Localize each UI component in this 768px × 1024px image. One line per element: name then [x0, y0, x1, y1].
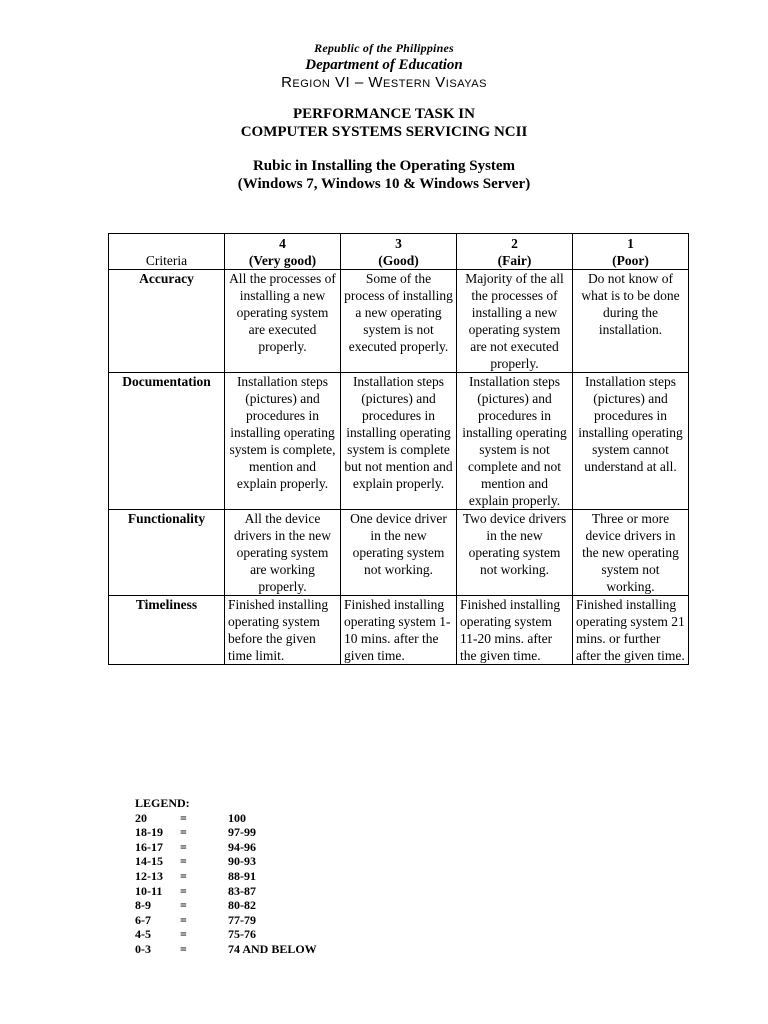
legend-row: [135, 825, 428, 840]
legend-row: [135, 854, 428, 869]
legend-range: 10-11: [135, 883, 163, 898]
document-titles: [0, 105, 768, 193]
rubric-cell: All the device drivers in the new operating system are working properly.: [225, 510, 341, 596]
republic-line: Republic of the Philippines: [314, 41, 454, 55]
legend-grade: 97-99: [228, 825, 256, 840]
legend-range: 6-7: [135, 912, 151, 927]
legend-row: [135, 898, 428, 913]
legend-grade: 90-93: [228, 854, 256, 869]
rubric-cell: All the processes of installing a new operating system are executed properly.: [225, 270, 341, 373]
level-label: (Fair): [497, 253, 532, 268]
legend-grade: 88-91: [228, 868, 256, 883]
rubric-cell: Do not know of what is to be done during the installation.: [573, 270, 689, 373]
level-header: [457, 234, 573, 270]
level-header: [573, 234, 689, 270]
rubric-cell: Finished installing operating system 11-20 mins. after the given time.: [457, 596, 573, 665]
rubric-cell: Installation steps (pictures) and procedures in installing operating system is complete but not mention and explain properly.: [341, 373, 457, 510]
rubric-row-functionality: [109, 510, 689, 596]
title-line-1: PERFORMANCE TASK IN: [293, 106, 475, 122]
level-label: (Very good): [248, 253, 317, 268]
legend-equals: =: [180, 912, 187, 927]
rubric-header-row: [109, 234, 689, 270]
rubric-cell: Installation steps (pictures) and procedures in installing operating system is complete, mention and explain properly.: [225, 373, 341, 510]
level-label: (Poor): [612, 253, 649, 268]
level-score: 4: [279, 236, 286, 251]
rubric-cell: Installation steps (pictures) and procedures in installing operating system is not complete and not mention and explain properly.: [457, 373, 573, 510]
rubric-row-timeliness: [109, 596, 689, 665]
legend-row: [135, 927, 428, 942]
grading-legend: [135, 796, 428, 957]
subtitle-line-2: (Windows 7, Windows 10 & Windows Server): [237, 176, 531, 192]
legend-range: 4-5: [135, 927, 151, 942]
level-score: 2: [511, 236, 518, 251]
legend-equals: =: [180, 868, 187, 883]
criterion-cell: Documentation: [109, 373, 225, 510]
legend-row: [135, 942, 428, 957]
level-header: [341, 234, 457, 270]
legend-grade: 80-82: [228, 898, 256, 913]
legend-range: 18-19: [135, 825, 163, 840]
criteria-header: Criteria: [109, 234, 225, 270]
legend-grade: 94-96: [228, 839, 256, 854]
legend-title: LEGEND:: [135, 796, 190, 810]
legend-grade: 77-79: [228, 912, 256, 927]
legend-range: 12-13: [135, 868, 163, 883]
legend-row: [135, 840, 428, 855]
legend-row: [135, 913, 428, 928]
legend-grade: 74 AND BELOW: [228, 941, 317, 956]
region-line: Region VI – Western Visayas: [281, 74, 487, 91]
legend-equals: =: [180, 839, 187, 854]
title-line-2: COMPUTER SYSTEMS SERVICING NCII: [240, 124, 528, 140]
legend-equals: =: [180, 898, 187, 913]
legend-equals: =: [180, 825, 187, 840]
level-label: (Good): [378, 253, 419, 268]
legend-equals: =: [180, 927, 187, 942]
rubric-cell: Some of the process of installing a new operating system is not executed properly.: [341, 270, 457, 373]
legend-range: 14-15: [135, 854, 163, 869]
criterion-cell: Accuracy: [109, 270, 225, 373]
level-score: 1: [627, 236, 634, 251]
rubric-cell: Majority of the all the processes of installing a new operating system are not executed properly.: [457, 270, 573, 373]
rubric-cell: Finished installing operating system before the given time limit.: [225, 596, 341, 665]
level-score: 3: [395, 236, 402, 251]
rubric-cell: Finished installing operating system 21 mins. or further after the given time.: [573, 596, 689, 665]
criterion-cell: Functionality: [109, 510, 225, 596]
rubric-cell: One device driver in the new operating system not working.: [341, 510, 457, 596]
department-line: Department of Education: [305, 57, 463, 73]
legend-range: 16-17: [135, 839, 163, 854]
legend-equals: =: [180, 854, 187, 869]
legend-row: [135, 884, 428, 899]
rubric-cell: Two device drivers in the new operating system not working.: [457, 510, 573, 596]
legend-equals: =: [180, 810, 187, 825]
subtitle-line-1: Rubic in Installing the Operating System: [252, 158, 516, 174]
legend-range: 8-9: [135, 898, 151, 913]
rubric-table: [108, 233, 689, 665]
subtitle-block: [0, 157, 768, 193]
legend-range: 20: [135, 810, 147, 825]
rubric-row-accuracy: [109, 270, 689, 373]
legend-grade: 83-87: [228, 883, 256, 898]
legend-grade: 75-76: [228, 927, 256, 942]
letterhead: [0, 40, 768, 92]
rubric-row-documentation: [109, 373, 689, 510]
legend-equals: =: [180, 941, 187, 956]
legend-row: [135, 869, 428, 884]
level-header: [225, 234, 341, 270]
criterion-cell: Timeliness: [109, 596, 225, 665]
rubric-cell: Three or more device drivers in the new operating system not working.: [573, 510, 689, 596]
legend-range: 0-3: [135, 941, 151, 956]
rubric-cell: Installation steps (pictures) and procedures in installing operating system cannot understand at all.: [573, 373, 689, 510]
rubric-cell: Finished installing operating system 1-10 mins. after the given time.: [341, 596, 457, 665]
legend-row: [135, 811, 428, 826]
legend-equals: =: [180, 883, 187, 898]
legend-grade: 100: [228, 810, 246, 825]
